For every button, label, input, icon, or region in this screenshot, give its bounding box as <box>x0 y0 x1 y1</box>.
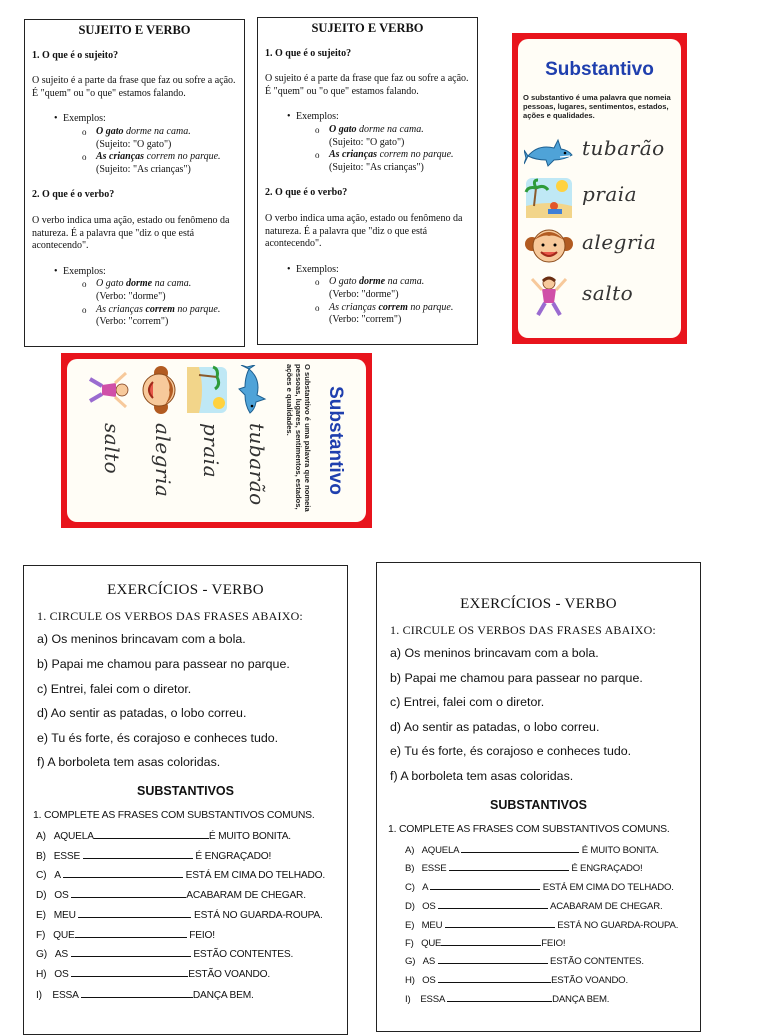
shark-icon <box>231 365 275 415</box>
shark-icon <box>524 130 574 174</box>
example-note: (Sujeito: "As crianças") <box>96 163 191 175</box>
blank-line[interactable] <box>438 973 551 983</box>
blank-line[interactable] <box>430 880 540 890</box>
item-end: ESTÁ NO GUARDA-ROUPA. <box>557 920 679 931</box>
fill-item <box>405 954 644 967</box>
sheet-title: SUJEITO E VERBO <box>78 23 191 37</box>
example-note: (Verbo: "correm") <box>329 314 402 326</box>
example-item <box>296 302 470 327</box>
example-subject: O gato <box>96 125 124 137</box>
item-end: DANÇA BEM. <box>552 994 610 1005</box>
item-end: ESTÃO CONTENTES. <box>550 956 644 967</box>
card-item <box>524 130 674 174</box>
example-pre: O gato <box>96 278 126 290</box>
card-item <box>524 224 674 268</box>
sentence: a) Os meninos brincavam com a bola. <box>390 646 599 660</box>
example-verb: correm <box>145 303 175 315</box>
circle-bullet-icon: o <box>315 124 320 135</box>
item-word: salto <box>582 281 634 305</box>
item-letter: H) <box>405 975 415 986</box>
fill-item <box>36 928 215 941</box>
example-verb: correm <box>378 301 408 313</box>
example-post: no parque. <box>407 301 454 313</box>
beach-icon <box>185 365 229 415</box>
exercise-instruction: 1. CIRCULE OS VERBOS DAS FRASES ABAIXO: <box>37 609 303 623</box>
item-start: ESSE <box>53 851 81 862</box>
fill-item <box>405 843 659 856</box>
item-start: OS <box>422 901 436 912</box>
item-letter: G) <box>405 956 416 967</box>
item-end: É MUITO BONITA. <box>208 831 291 842</box>
item-end: ESTÁ NO GUARDA-ROUPA. <box>194 910 323 921</box>
blank-line[interactable] <box>445 918 555 928</box>
item-start: AS <box>54 949 69 960</box>
fill-item <box>405 936 565 949</box>
examples-label: Exemplos: <box>63 113 106 125</box>
circle-bullet-icon: o <box>82 279 87 290</box>
item-letter: I) <box>405 994 411 1005</box>
item-start: OS <box>422 975 436 986</box>
item-letter: B) <box>36 851 46 862</box>
card-item <box>524 275 674 319</box>
blank-line[interactable] <box>461 843 579 853</box>
verb-definition: O verbo indica uma ação, estado ou fenômeno da natureza. É a palavra que "diz o que está acontecendo". <box>32 214 230 252</box>
sheet-title: SUJEITO E VERBO <box>311 21 424 35</box>
question-verb: 2. O que é o verbo? <box>265 187 348 199</box>
example-item <box>296 276 470 301</box>
item-letter: F) <box>405 938 414 949</box>
examples-label: Exemplos: <box>296 263 339 275</box>
blank-line[interactable] <box>449 861 569 871</box>
example-post: no parque. <box>174 303 221 315</box>
item-start: AQUELA <box>53 831 94 842</box>
verb-definition: O verbo indica uma ação, estado ou fenômeno da natureza. É a palavra que "diz o que está acontecendo". <box>265 212 463 250</box>
item-letter: C) <box>36 870 47 881</box>
question-subject: 1. O que é o sujeito? <box>265 47 352 59</box>
blank-line[interactable] <box>71 967 188 977</box>
section-subtitle: SUBSTANTIVOS <box>490 798 587 812</box>
item-word: tubarão <box>245 423 269 506</box>
sentence: b) Papai me chamou para passear no parque. <box>37 657 290 671</box>
bullet-icon: • <box>287 263 291 275</box>
blank-line[interactable] <box>94 829 209 839</box>
substantivo-card <box>512 33 687 344</box>
circle-bullet-icon: o <box>82 126 87 137</box>
blank-line[interactable] <box>78 908 191 918</box>
fill-item <box>405 992 609 1005</box>
fill-item <box>36 868 325 881</box>
item-end: É ENGRAÇADO! <box>195 851 272 862</box>
item-end: FEIO! <box>189 930 215 941</box>
fill-item <box>36 888 306 901</box>
sentence: f) A borboleta tem asas coloridas. <box>37 755 221 769</box>
item-letter: I) <box>36 990 42 1001</box>
item-start: ESSE <box>421 863 447 874</box>
example-rest: dorme na cama. <box>123 125 191 137</box>
blank-line[interactable] <box>438 954 548 964</box>
item-end: FEIO! <box>541 938 566 949</box>
example-verb: dorme <box>126 278 153 290</box>
jumping-child-icon <box>86 365 130 415</box>
example-rest: correm no parque. <box>377 149 454 161</box>
example-item <box>63 278 237 303</box>
example-note: (Verbo: "correm") <box>96 316 169 328</box>
item-start: MEU <box>53 910 76 921</box>
exercicios-sheet-1 <box>23 565 348 1035</box>
sujeito-verbo-sheet-1 <box>24 19 245 347</box>
sentence: a) Os meninos brincavam com a bola. <box>37 632 246 646</box>
example-note: (Sujeito: "O gato") <box>96 138 172 150</box>
card-description: O substantivo é uma palavra que nomeia pessoas, lugares, sentimentos, estados, ações e qualidades. <box>285 364 312 512</box>
example-item <box>296 124 470 149</box>
item-word: tubarão <box>582 136 665 160</box>
blank-line[interactable] <box>441 936 541 946</box>
sentence: c) Entrei, falei com o diretor. <box>390 695 545 709</box>
example-rest: dorme na cama. <box>356 123 424 135</box>
blank-line[interactable] <box>71 888 186 898</box>
sentence: e) Tu és forte, és corajoso e conheces tudo. <box>37 731 279 745</box>
example-pre: As crianças <box>329 301 379 313</box>
fill-item <box>405 918 678 931</box>
examples-list <box>265 111 470 174</box>
item-end: DANÇA BEM. <box>192 990 254 1001</box>
sentence: d) Ao sentir as patadas, o lobo correu. <box>390 720 600 734</box>
blank-line[interactable] <box>81 988 193 998</box>
circle-bullet-icon: o <box>315 302 320 313</box>
item-start: AS <box>422 956 436 967</box>
item-end: ESTÁ EM CIMA DO TELHADO. <box>185 870 325 881</box>
example-subject: O gato <box>329 123 357 135</box>
card-item <box>524 176 674 220</box>
example-subject: As crianças <box>329 149 378 161</box>
subject-definition: O sujeito é a parte da frase que faz ou sofre a ação. É "quem" ou "o que" estamos falando. <box>32 75 236 99</box>
example-post: na cama. <box>385 276 425 288</box>
complete-instruction: 1. COMPLETE AS FRASES COM SUBSTANTIVOS COMUNS. <box>388 824 670 835</box>
item-start: ESSA <box>52 990 79 1001</box>
beach-icon <box>524 176 574 220</box>
happy-girl-icon <box>524 224 574 268</box>
item-start: A <box>54 870 61 881</box>
item-end: ESTÃO VOANDO. <box>551 975 628 986</box>
examples-list <box>32 266 237 329</box>
blank-line[interactable] <box>447 992 552 1002</box>
sentence: b) Papai me chamou para passear no parque. <box>390 671 643 685</box>
item-end: ACABARAM DE CHEGAR. <box>550 901 663 912</box>
question-verb: 2. O que é o verbo? <box>32 189 115 201</box>
card-title: Substantivo <box>545 59 654 80</box>
item-letter: F) <box>36 930 46 941</box>
examples-label: Exemplos: <box>63 265 106 277</box>
sentence: e) Tu és forte, és corajoso e conheces tudo. <box>390 744 632 758</box>
item-start: QUE <box>421 938 442 949</box>
section-subtitle: SUBSTANTIVOS <box>137 784 234 798</box>
item-word: praia <box>199 423 223 479</box>
item-word: salto <box>100 423 124 475</box>
item-letter: D) <box>405 901 415 912</box>
item-letter: E) <box>405 920 415 931</box>
example-subject: As crianças <box>96 151 145 163</box>
item-start: OS <box>54 969 69 980</box>
example-item <box>63 304 237 329</box>
item-letter: B) <box>405 863 415 874</box>
example-note: (Verbo: "dorme") <box>96 290 166 302</box>
fill-item <box>36 947 293 960</box>
card-item <box>231 365 275 515</box>
item-end: ESTÃO CONTENTES. <box>193 949 294 960</box>
complete-instruction: 1. COMPLETE AS FRASES COM SUBSTANTIVOS COMUNS. <box>33 810 315 821</box>
jumping-child-icon <box>524 275 574 319</box>
example-item <box>63 151 237 176</box>
item-letter: D) <box>36 890 47 901</box>
example-note: (Sujeito: "O gato") <box>329 136 405 148</box>
item-end: ESTÃO VOANDO. <box>188 969 270 980</box>
item-word: alegria <box>151 423 175 498</box>
item-end: É MUITO BONITA. <box>581 845 659 856</box>
fill-item <box>405 861 643 874</box>
item-letter: H) <box>36 969 47 980</box>
card-description: O substantivo é uma palavra que nomeia pessoas, lugares, sentimentos, estados, ações e qualidades. <box>523 93 671 120</box>
item-start: ESSA <box>420 994 445 1005</box>
blank-line[interactable] <box>83 849 193 859</box>
fill-item <box>405 899 662 912</box>
card-item <box>86 365 130 515</box>
card-title: Substantivo <box>325 386 346 495</box>
item-letter: A) <box>36 831 46 842</box>
circle-bullet-icon: o <box>315 150 320 161</box>
item-start: QUE <box>53 930 75 941</box>
fill-item <box>36 829 291 842</box>
bullet-icon: • <box>287 111 291 123</box>
bullet-icon: • <box>54 113 58 125</box>
sentence: c) Entrei, falei com o diretor. <box>37 682 192 696</box>
item-end: É ENGRAÇADO! <box>571 863 643 874</box>
example-pre: O gato <box>329 276 359 288</box>
example-pre: As crianças <box>96 303 146 315</box>
fill-item <box>36 908 323 921</box>
fill-item <box>405 880 674 893</box>
blank-line[interactable] <box>63 868 183 878</box>
substantivo-card-rotated-wrap <box>61 353 372 528</box>
item-start: A <box>422 882 428 893</box>
example-note: (Sujeito: "As crianças") <box>329 161 424 173</box>
blank-line[interactable] <box>75 928 187 938</box>
example-item <box>63 126 237 151</box>
example-post: na cama. <box>152 278 192 290</box>
circle-bullet-icon: o <box>82 304 87 315</box>
example-note: (Verbo: "dorme") <box>329 288 399 300</box>
examples-list <box>265 264 470 327</box>
blank-line[interactable] <box>71 947 191 957</box>
exercise-title: EXERCÍCIOS - VERBO <box>107 582 264 598</box>
item-word: praia <box>582 182 638 206</box>
circle-bullet-icon: o <box>315 277 320 288</box>
exercise-title: EXERCÍCIOS - VERBO <box>460 596 617 612</box>
item-end: ESTÁ EM CIMA DO TELHADO. <box>542 882 674 893</box>
item-letter: C) <box>405 882 415 893</box>
item-start: MEU <box>421 920 443 931</box>
substantivo-card-rotated <box>61 353 372 528</box>
item-start: OS <box>54 890 69 901</box>
exercicios-sheet-2 <box>376 562 701 1032</box>
item-letter: A) <box>405 845 415 856</box>
item-word: alegria <box>582 230 657 254</box>
item-start: AQUELA <box>421 845 459 856</box>
item-letter: G) <box>36 949 47 960</box>
example-verb: dorme <box>359 276 386 288</box>
item-letter: E) <box>36 910 46 921</box>
question-subject: 1. O que é o sujeito? <box>32 49 119 61</box>
item-end: ACABARAM DE CHEGAR. <box>186 890 306 901</box>
card-item <box>137 365 181 515</box>
examples-list <box>32 113 237 176</box>
happy-girl-icon <box>137 365 181 415</box>
sentence: d) Ao sentir as patadas, o lobo correu. <box>37 706 247 720</box>
fill-item <box>36 967 270 980</box>
fill-item <box>36 849 271 862</box>
circle-bullet-icon: o <box>82 152 87 163</box>
sentence: f) A borboleta tem asas coloridas. <box>390 769 574 783</box>
fill-item <box>36 988 254 1001</box>
sujeito-verbo-sheet-2 <box>257 17 478 345</box>
example-rest: correm no parque. <box>144 151 221 163</box>
exercise-instruction: 1. CIRCULE OS VERBOS DAS FRASES ABAIXO: <box>390 623 656 637</box>
card-item <box>185 365 229 515</box>
example-item <box>296 149 470 174</box>
examples-label: Exemplos: <box>296 111 339 123</box>
bullet-icon: • <box>54 265 58 277</box>
fill-item <box>405 973 628 986</box>
subject-definition: O sujeito é a parte da frase que faz ou sofre a ação. É "quem" ou "o que" estamos falando. <box>265 73 469 97</box>
blank-line[interactable] <box>438 899 548 909</box>
